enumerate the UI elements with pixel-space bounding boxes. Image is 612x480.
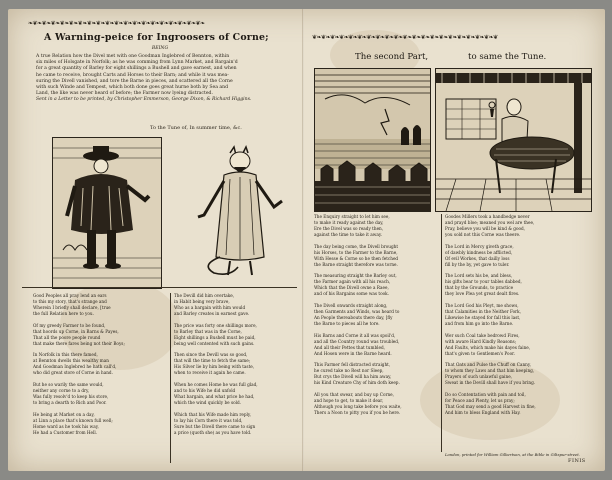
verse-line: that will the time to fetch the same; xyxy=(174,358,251,364)
colophon: London, printed for William Gilbertson, at the Bible in Giltspur-street. xyxy=(445,452,581,457)
verse-line: Eight shillings a Bushell must be paid, xyxy=(174,334,256,340)
verse-line: they love Plea yet great dealt fires. xyxy=(445,291,520,297)
verse-line: for Peace and Plenty, let us pray; xyxy=(445,398,515,404)
intro-line: Sent in a Letter to be printed, by Christopher Emmerson, George Dixon, & Richard Higgins. xyxy=(36,97,252,103)
verse-line: His Silver lie by him being with taste, xyxy=(174,364,255,370)
intro-line: six miles of Holsgate in Norfolk; as he was comming from Lynn Market, and Bargain'd xyxy=(36,60,238,66)
verse-line: The price was forty one shillings more, xyxy=(174,322,257,328)
verse-line: Who as a bargain with him would xyxy=(174,304,246,310)
interior-scene-illustration xyxy=(436,69,591,211)
ornament-border-left: ❧❦❧❦❧❦❧❦❧❦❧❦❧❦❧❦❧❦❧❦❧❦❧❦❧❦❧❦❧❦❧❦❧❦❧❦❧❦❧ xyxy=(28,20,205,27)
verse-line: to make it ready against the day, xyxy=(314,219,384,225)
verse-line: with aware Hard Kindly Reasons; xyxy=(445,338,517,344)
intro-line: for a great quantity of Barley for eight shillings a Bushell and gave earnest, and when xyxy=(36,66,237,72)
verse-line: in Habit being very brave, xyxy=(174,298,230,304)
verse-line: and to his Wife he did unfold xyxy=(174,388,236,393)
verse-line: Home ward as he took his way, xyxy=(33,423,99,429)
verse-line: and Barley creates in earnest gave. xyxy=(174,310,250,316)
farmer-figure-illustration xyxy=(53,138,161,288)
verse-line: Of my greedy Farmer to be found, xyxy=(33,322,106,328)
verse-line: the Barne to pieces all he tore. xyxy=(314,320,380,326)
intro-paragraph xyxy=(36,54,292,104)
intro-line: Land, the like was never heard of before; the Farmer now lyeing distracted. xyxy=(36,91,213,97)
verse-line: What bargain, and what price he had, xyxy=(174,393,255,399)
verse-line: to lay his Corn there it was told, xyxy=(174,417,243,423)
verse-line: Wer such Coal take bedrowd Fires, xyxy=(445,332,520,338)
verse-line: And all their Pettes that tumbled, xyxy=(314,344,385,350)
column-divider xyxy=(170,293,171,463)
verse-line: and prayd bloe; meaned you wel are thee, xyxy=(445,219,535,225)
verse-line: that Calamities in the Neither Fork, xyxy=(445,309,522,314)
verse-line: his gifts bear to your tables dabbed, xyxy=(445,279,522,285)
verse-line: But crys the Divell will ha him away, xyxy=(314,374,392,380)
verse-line: That Oats and Pulse the Chuff on Canny, xyxy=(445,362,531,368)
verse-line: you sold not this Corne was theere. xyxy=(445,231,521,237)
verse-line: But he so warily the same would, xyxy=(33,382,104,388)
verse-line: that make there fares being not their Boys; xyxy=(33,340,125,346)
verse-line: the full Relation here to you. xyxy=(33,310,94,316)
tune-line: To the Tune of, In summer time, &c. xyxy=(150,125,242,131)
verse-line: The Divell onwards straight along, xyxy=(314,303,388,309)
verse-line: The Lord in Mercy giveth grace, xyxy=(445,243,514,249)
verse-line: The Lord sets his be, and bless, xyxy=(445,273,513,279)
verse-line: the Farmer again with all his reach, xyxy=(314,279,391,285)
verse-column-2 xyxy=(174,293,298,465)
verse-line: being well contented with such gains. xyxy=(174,340,255,346)
verse-line: The Devill did him overtake, xyxy=(174,293,235,298)
woodcut-farmer xyxy=(52,137,162,289)
rule-divider xyxy=(22,287,297,291)
second-part-title: The second Part, xyxy=(355,52,429,62)
verse-line: Which that his Wife made him reply, xyxy=(174,411,251,417)
verse-line: With Hesse & Corne so he then fetched xyxy=(314,255,399,261)
intro-line: with such Winde and Tempest, which both done goes great hurne both by Sea and xyxy=(36,85,229,91)
woodcut-barn-storm xyxy=(314,68,431,212)
devil-figure-illustration xyxy=(190,145,290,280)
verse-line: When he comes Home he was full glad, xyxy=(174,382,258,388)
verse-line: who did great store of Corne in hand. xyxy=(33,370,113,376)
verse-line: And Hosen were in the Barne heard. xyxy=(314,350,392,356)
verse-line: The Enquiry straight to let him see, xyxy=(314,214,390,219)
verse-line: That God may send a good Harvest in fine, xyxy=(445,404,536,409)
intro-line: A true Relation how the Divel met with one Goodman Inglebred of Bennton, within xyxy=(36,54,230,59)
verse-line: An People thereabouts there day, [fly xyxy=(314,314,393,320)
verse-line: Sweat in the Devill shall have if you bring. xyxy=(445,380,536,386)
finis-mark: FINIS xyxy=(568,458,586,464)
verse-line: a price (quoth she) as you have told. xyxy=(174,429,252,435)
verse-column-1 xyxy=(33,293,168,465)
verse-line: at Linn a place that's known full well; xyxy=(33,417,113,423)
verse-line: that by the Grounds, to practice xyxy=(445,285,514,291)
verse-line: He being at Market on a day, xyxy=(33,411,95,417)
verse-line: and of his Bargains some was took. xyxy=(314,291,389,297)
verse-line: Likewise he stayed for fall this last, xyxy=(445,314,521,320)
intro-line: he came to receive, brought Carts and Horses to their Barn; and while it was mea- xyxy=(36,72,229,78)
verse-column-3 xyxy=(314,214,439,458)
verse-line: at Bennton dwells this wealthy man xyxy=(33,358,109,364)
verse-line: when to receive it again he came. xyxy=(174,370,246,376)
verse-line: All you that swear, and buy up Corne, xyxy=(314,392,394,398)
verse-line: The Lord God his Pleyt, me shows, xyxy=(445,303,519,309)
verse-line: that's given to Gentlemen's Poor. xyxy=(445,350,515,356)
verse-line: Do so Contentation with pain and toil, xyxy=(445,392,526,398)
verse-line: of dawbly kindness be afflicted, xyxy=(445,249,513,255)
verse-line: which the wind quickly be sold. xyxy=(174,399,241,405)
verse-column-4 xyxy=(445,214,593,446)
verse-line: and from him go into the Barne. xyxy=(445,320,514,326)
verse-line: This Farmer fell distracted straight, xyxy=(314,362,391,368)
woodcut-interior xyxy=(435,68,592,212)
verse-line: to whom they Laws and that him keeping, xyxy=(445,368,535,374)
verse-line: Sure but the Divell there came to sign xyxy=(174,423,256,429)
verse-line: Goodes Millers took a handbedge never xyxy=(445,214,530,219)
ornament-border-right: ❦❧❦❧❦❧❦❧❦❧❦❧❦❧❦❧❦❧❦❧❦❧❦❧❦❧❦❧❦❧❦❧❦❧❦❧❦❧❦❧❦ xyxy=(312,34,498,41)
column-divider xyxy=(441,214,442,452)
verse-line: his Kind Creature Chy of him doth keep. xyxy=(314,380,400,386)
verse-line: That all the poore people round xyxy=(33,334,101,340)
verse-line: His Barns and Corne it all was spoil'd, xyxy=(314,332,396,338)
verse-line: And Faults, which make his dayes faine, xyxy=(445,344,531,350)
verse-line: Prayers of such unlawful gaine, xyxy=(445,374,513,380)
verse-line: he cured take no Rest nor Sleep, xyxy=(314,368,384,374)
verse-line: fill by the by, yet gave to tuler. xyxy=(445,261,510,267)
verse-line: Good Peoples all pray lend an ears xyxy=(33,293,107,298)
verse-line: Pray, believe you will be kind & good, xyxy=(445,225,525,231)
verse-line: And him to bless England with Hay. xyxy=(445,409,521,415)
verse-line: then Garments and Winds, was heard to xyxy=(314,309,400,314)
verse-line: He had a Customer from Hell. xyxy=(33,429,98,435)
verse-line: that hoords up Corne, in Barns & Payes, xyxy=(33,328,119,334)
verse-line: The measuring straight the Barley out, xyxy=(314,273,397,279)
verse-line: neither any corne to a dry, xyxy=(33,388,90,393)
verse-line: Wherein I briefly shall declare, [true xyxy=(33,304,111,310)
center-fold xyxy=(302,9,304,471)
verse-line: Although you long take before you waite, xyxy=(314,404,402,409)
verse-line: Ere the Divel was so ready then, xyxy=(314,225,384,231)
verse-line: and hope to get, to make it dear, xyxy=(314,398,384,404)
verse-line: And Goodman Inglebred he hath call'd, xyxy=(33,364,117,370)
verse-line: the Barne straight therefore was torne. xyxy=(314,261,398,267)
storm-scene-illustration xyxy=(315,69,430,211)
verse-line: and all the Country round was troubled, xyxy=(314,338,400,344)
verse-line: his Horses, to the Farmer to the Barne, xyxy=(314,249,398,255)
verse-line: to bring a dearth to Rich and Poor. xyxy=(33,399,107,405)
intro-line: suring the Divell vanished, and tore the Barne in pieces, and scattered all the Corne xyxy=(36,78,233,84)
verse-line: The day being come, the Divell brought xyxy=(314,243,399,249)
verse-line: In Norfolk in this there famed, xyxy=(33,352,98,358)
verse-line: Was fully resolv'd to keep his store, xyxy=(33,393,109,399)
verse-line: Which that the Divell owne a Raee, xyxy=(314,285,389,291)
verse-line: to this my story, that's strange and xyxy=(33,298,107,304)
verse-line: Then since the Devill was so good, xyxy=(174,352,248,358)
verse-line: to Barley that was in the Corne, xyxy=(174,328,242,334)
ballad-title: A Warning-peice for Ingroosers of Corne; xyxy=(44,32,269,43)
being-label: BEING xyxy=(151,46,169,51)
tune-title: to same the Tune. xyxy=(468,52,547,62)
verse-line: against the time to take it away. xyxy=(314,231,382,237)
woodcut-devil xyxy=(190,145,290,280)
verse-line: Thers a Noon to pitty you if you be here. xyxy=(314,409,401,415)
verse-line: Of evil Workes, that dailly loss xyxy=(445,255,510,261)
